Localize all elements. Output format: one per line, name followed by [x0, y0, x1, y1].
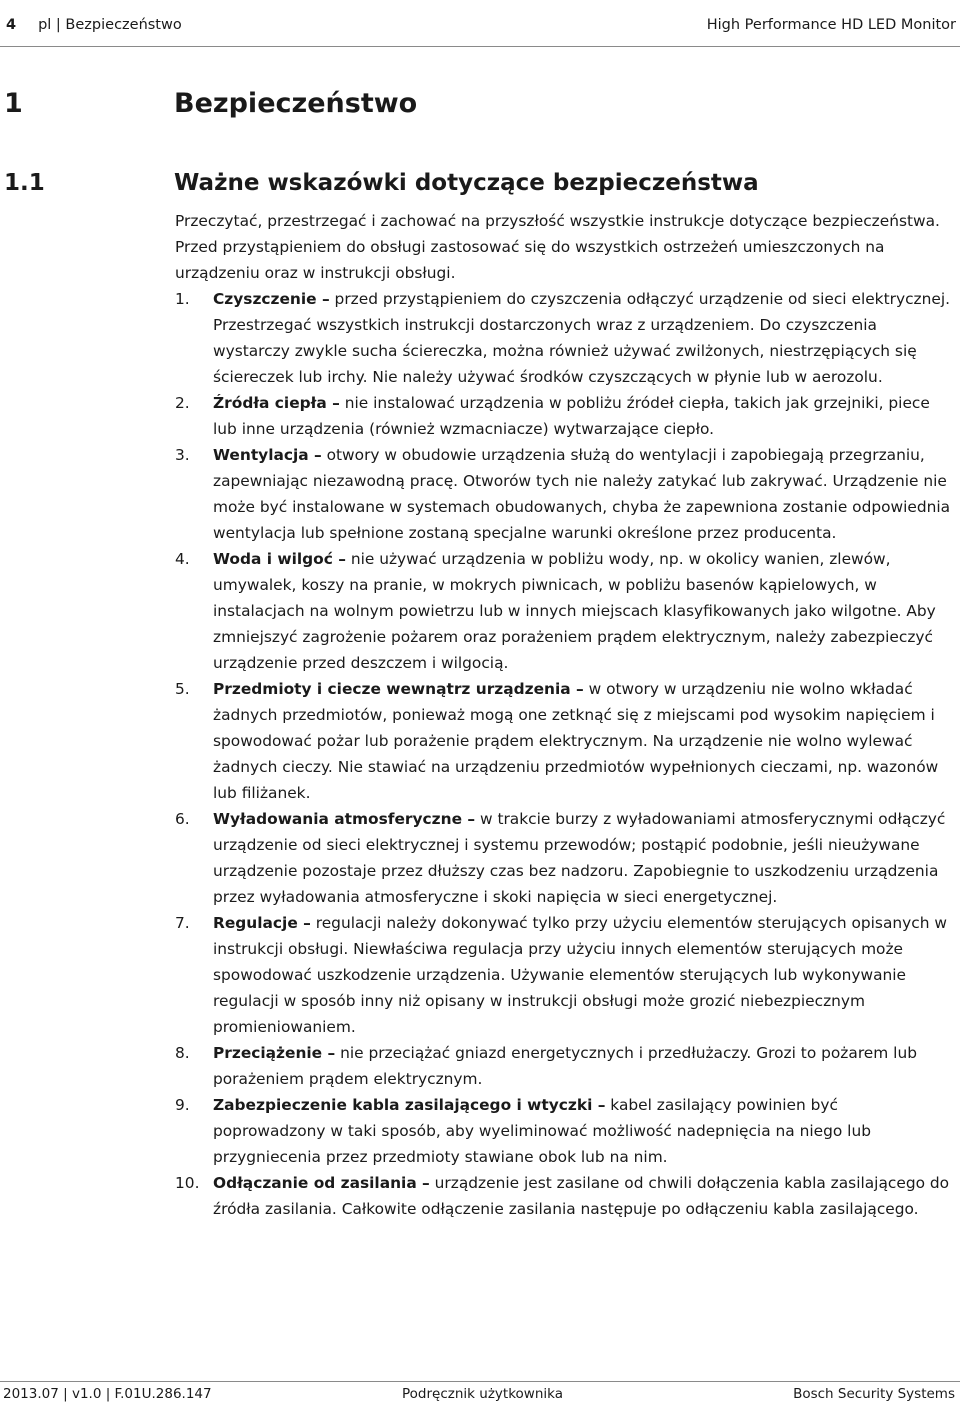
- intro-paragraph: Przeczytać, przestrzegać i zachować na przyszłość wszystkie instrukcje dotyczące bezpieczeństwa. Przed przystąpieniem do obsługi zastosować się do wszystkich ostrzeżeń umieszczonych na urządzeniu oraz w instrukcji obsługi.: [175, 212, 940, 282]
- header-left: [6, 17, 182, 33]
- list-item-title: Czyszczenie –: [213, 290, 330, 308]
- list-item-text: nie instalować urządzenia w pobliżu źródeł ciepła, takich jak grzejniki, piece lub inne urządzenia (również wzmacniacze) wytwarzające ciepło.: [213, 394, 930, 438]
- list-item-text: w otwory w urządzeniu nie wolno wkładać żadnych przedmiotów, ponieważ mogą one zetknąć się z miejscami pod wysokim napięciem i spowodować pożar lub porażenie prądem elektrycznym. Na urządzenie nie wolno wylewać żadnych cieczy. Nie stawiać na urządzeniu przedmiotów wypełnionych cieczami, np. wazonów lub filiżanek.: [213, 680, 939, 802]
- list-item-number: 1.: [175, 290, 190, 308]
- list-item-text: przed przystąpieniem do czyszczenia odłączyć urządzenie od sieci elektrycznej. Przestrzegać wszystkich instrukcji dostarczonych wraz z urządzeniem. Do czyszczenia wystarczy zwykle sucha ściereczka, można również używać zwilżonych, niestrzępiących się ściereczek lub irchy. Nie należy używać środków czyszczących w płynie lub w aerozolu.: [213, 290, 951, 386]
- list-item: [175, 806, 955, 910]
- list-item-number: 6.: [175, 810, 190, 828]
- list-item: [175, 676, 955, 806]
- list-item-number: 7.: [175, 914, 190, 932]
- list-item-title: Wentylacja –: [213, 446, 322, 464]
- list-item: [175, 1092, 955, 1170]
- footer-rule: [0, 1381, 960, 1382]
- list-item-title: Wyładowania atmosferyczne –: [213, 810, 476, 828]
- list-item-title: Przeciążenie –: [213, 1044, 336, 1062]
- list-item-number: 3.: [175, 446, 190, 464]
- list-item-text: urządzenie jest zasilane od chwili dołączenia kabla zasilającego do źródła zasilania. Całkowite odłączenie zasilania następuje po odłączeniu kabla zasilającego.: [213, 1174, 950, 1218]
- list-item-title: Zabezpieczenie kabla zasilającego i wtyczki –: [213, 1096, 606, 1114]
- chapter-title: Bezpieczeństwo: [174, 88, 418, 119]
- footer-doc-type: Podręcznik użytkownika: [402, 1386, 563, 1402]
- list-item-title: Przedmioty i ciecze wewnątrz urządzenia –: [213, 680, 584, 698]
- list-item: [175, 286, 955, 390]
- list-item-number: 4.: [175, 550, 190, 568]
- list-item-title: Woda i wilgoć –: [213, 550, 346, 568]
- footer-company: Bosch Security Systems: [793, 1386, 955, 1402]
- list-item-title: Odłączanie od zasilania –: [213, 1174, 430, 1192]
- list-item-number: 9.: [175, 1096, 190, 1114]
- list-item-number: 5.: [175, 680, 190, 698]
- page-number: 4: [6, 17, 17, 33]
- list-item-number: 8.: [175, 1044, 190, 1062]
- product-name: High Performance HD LED Monitor: [706, 17, 956, 33]
- section-label: pl | Bezpieczeństwo: [38, 17, 182, 33]
- list-item-text: regulacji należy dokonywać tylko przy użyciu elementów sterujących opisanych w instrukcji obsługi. Niewłaściwa regulacja przy użyciu innych elementów sterujących może spowodować uszkodzenie urządzenia. Używanie elementów sterujących lub wykonywanie regulacji w sposób inny niż opisany w instrukcji obsługi może grozić niebezpiecznym promieniowaniem.: [213, 914, 947, 1036]
- list-item: [175, 546, 955, 676]
- list-item: [175, 390, 955, 442]
- header-rule: [0, 46, 960, 47]
- list-item: [175, 1040, 955, 1092]
- section-body: [175, 208, 955, 1222]
- safety-list: [175, 286, 955, 1222]
- list-item-number: 2.: [175, 394, 190, 412]
- section-title: Ważne wskazówki dotyczące bezpieczeństwa: [174, 170, 759, 196]
- chapter-heading: [4, 88, 417, 119]
- list-item-text: nie przeciążać gniazd energetycznych i przedłużaczy. Grozi to pożarem lub porażeniem prądem elektrycznym.: [213, 1044, 917, 1088]
- footer-version: 2013.07 | v1.0 | F.01U.286.147: [3, 1386, 212, 1402]
- section-heading: [4, 170, 759, 196]
- list-item-title: Regulacje –: [213, 914, 311, 932]
- list-item-title: Źródła ciepła –: [213, 394, 340, 412]
- section-number: 1.1: [4, 170, 45, 196]
- list-item-text: otwory w obudowie urządzenia służą do wentylacji i zapobiegają przegrzaniu, zapewniając niezawodną pracę. Otworów tych nie należy zatykać lub zakrywać. Urządzenie nie może być instalowane w systemach obudowanych, chyba że zapewniona zostanie odpowiednia wentylacja lub spełnione zostaną specjalne warunki określone przez producenta.: [213, 446, 951, 542]
- list-item: [175, 910, 955, 1040]
- list-item: [175, 442, 955, 546]
- list-item-text: w trakcie burzy z wyładowaniami atmosferycznymi odłączyć urządzenie od sieci elektrycznej i systemu przewodów; postąpić podobnie, jeśli nieużywane urządzenie pozostaje przez dłuższy czas bez nadzoru. Zapobiegnie to uszkodzeniu urządzenia przez wyładowania atmosferyczne i skoki napięcia w sieci energetycznej.: [213, 810, 946, 906]
- list-item-number: 10.: [175, 1174, 200, 1192]
- chapter-number: 1: [4, 88, 23, 119]
- list-item: [175, 1170, 955, 1222]
- list-item-text: nie używać urządzenia w pobliżu wody, np. w okolicy wanien, zlewów, umywalek, koszy na pranie, w mokrych piwnicach, w pobliżu basenów kąpielowych, w instalacjach na wolnym powietrzu lub w innych miejscach klasyfikowanych jako wilgotne. Aby zmniejszyć zagrożenie pożarem oraz porażeniem prądem elektrycznym, należy zabezpieczyć urządzenie przed deszczem i wilgocią.: [213, 550, 936, 672]
- list-item-text: kabel zasilający powinien być poprowadzony w taki sposób, aby wyeliminować możliwość nadepnięcia na niego lub przygniecenia przez przedmioty stawiane obok lub na nim.: [213, 1096, 871, 1166]
